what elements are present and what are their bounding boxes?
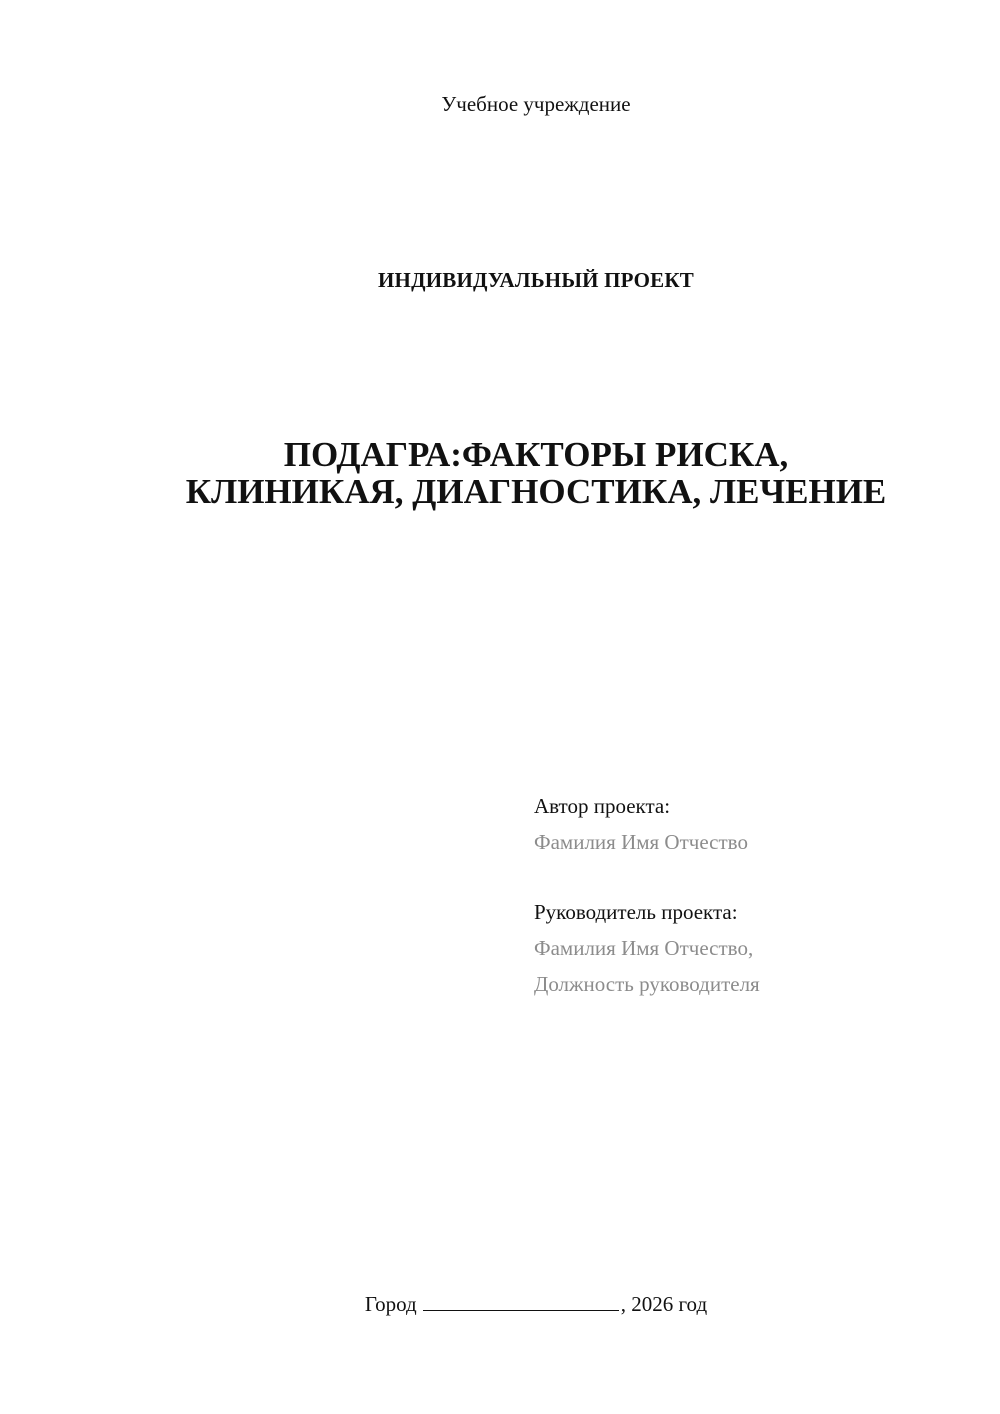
city-year-line (0, 1290, 1000, 1317)
city-label: Город (364, 1292, 417, 1316)
supervisor-label: Руководитель проекта: (534, 900, 738, 924)
document-type: ИНДИВИДУАЛЬНЫЙ ПРОЕКТ (378, 268, 694, 292)
credits-block (534, 788, 760, 1002)
year-text: , 2026 год (620, 1292, 708, 1316)
supervisor-position-placeholder: Должность руководителя (534, 972, 760, 996)
author-label: Автор проекта: (534, 794, 671, 818)
project-title (0, 436, 1000, 510)
institution-name: Учебное учреждение (441, 92, 631, 116)
city-blank-line (423, 1290, 619, 1311)
project-title-line-1: ПОДАГРА:ФАКТОРЫ РИСКА, (283, 435, 789, 474)
project-title-line-2: КЛИНИКАЯ, ДИАГНОСТИКА, ЛЕЧЕНИЕ (185, 472, 887, 511)
supervisor-name-placeholder: Фамилия Имя Отчество, (534, 936, 754, 960)
author-name-placeholder: Фамилия Имя Отчество (534, 830, 748, 854)
